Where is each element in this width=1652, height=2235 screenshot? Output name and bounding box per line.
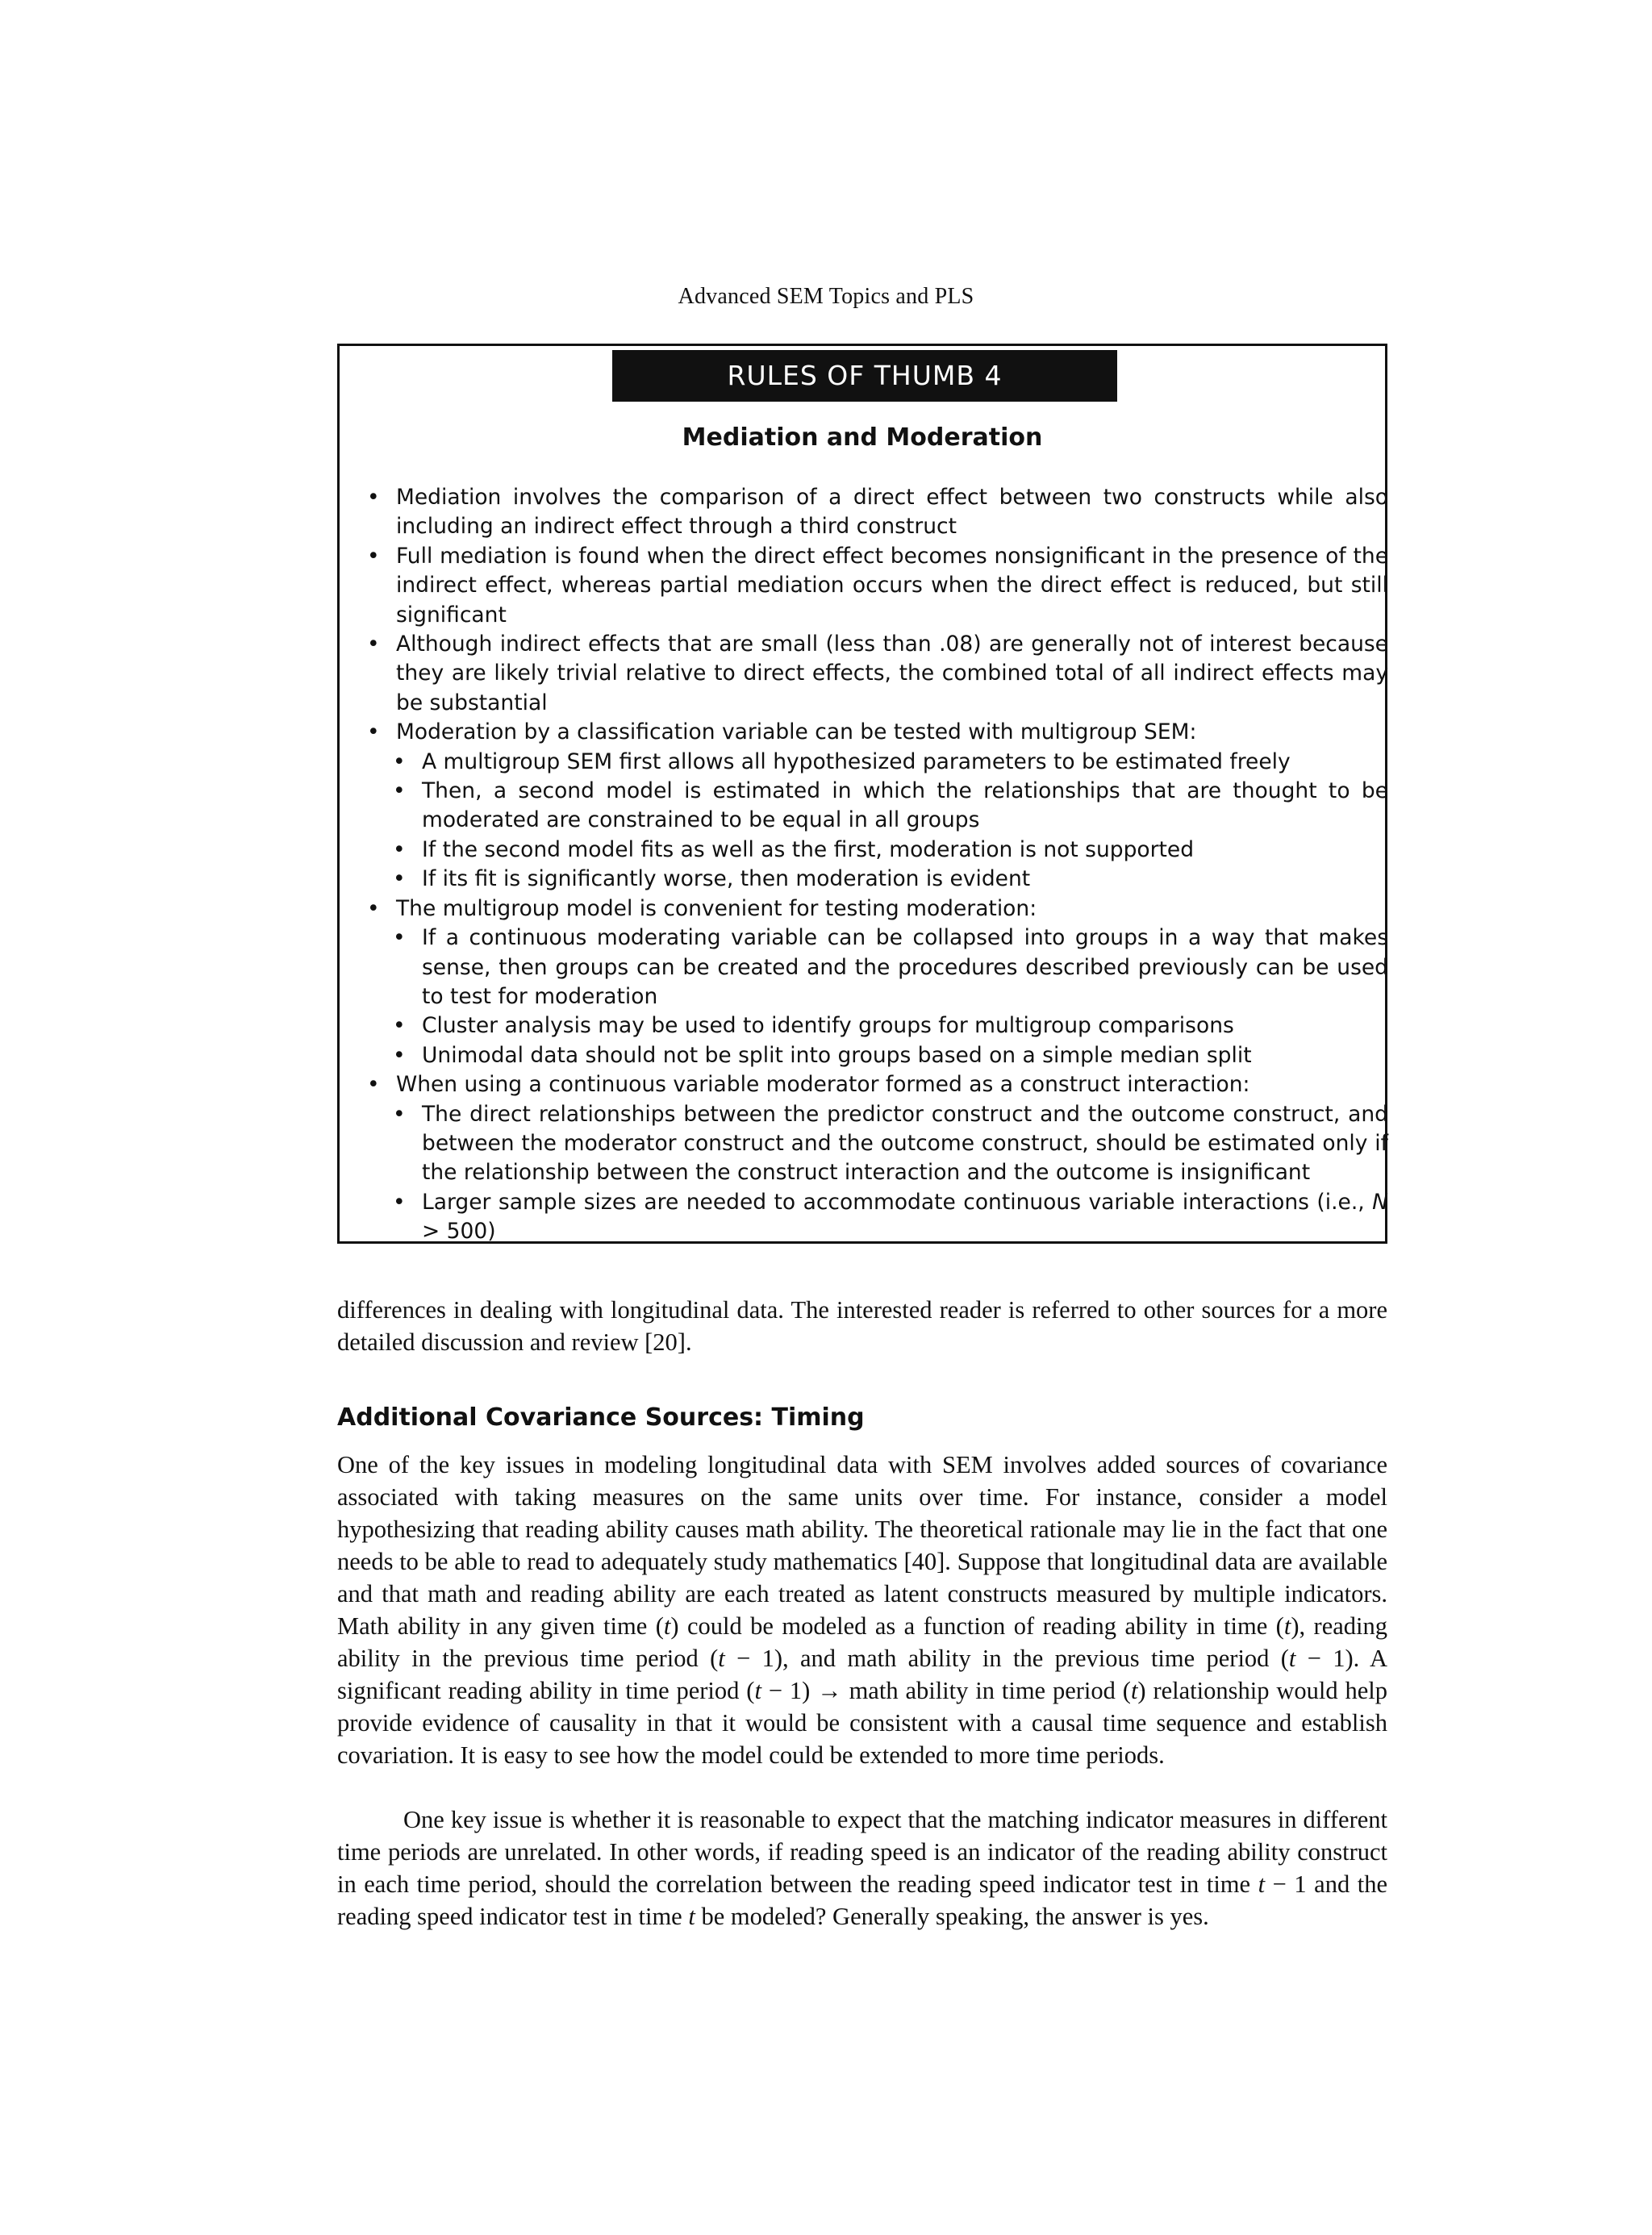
rule-item: • Full mediation is found when the direct effect becomes nonsignificant in the presence of the indirect effect, whereas partial mediation occurs when the direct effect is reduced, but still significant: [356, 542, 1388, 630]
rule-item: • When using a continuous variable moderator formed as a construct interaction:: [356, 1070, 1388, 1099]
rule-subitem: • If a continuous moderating variable can be collapsed into groups in a way that makes sense, then groups can be created and the procedures described previously can be used to test for moderation: [356, 924, 1388, 1011]
rule-subitem: • The direct relationships between the predictor construct and the outcome construct, and between the moderator construct and the outcome construct, should be estimated only if the relationship between the construct interaction and the outcome is insignificant: [356, 1100, 1388, 1188]
rule-item: • The multigroup model is convenient for testing moderation:: [356, 894, 1388, 924]
rule-subitem: • If the second model fits as well as the first, moderation is not supported: [356, 836, 1388, 865]
rule-subitem: • If its fit is significantly worse, then moderation is evident: [356, 865, 1388, 894]
rule-item: • Although indirect effects that are small (less than .08) are generally not of interest because they are likely trivial relative to direct effects, the combined total of all indirect effects may be substantial: [356, 630, 1388, 718]
box-banner: RULES OF THUMB 4: [612, 350, 1117, 402]
rule-subitem: • Unimodal data should not be split into groups based on a simple median split: [356, 1041, 1388, 1070]
rules-of-thumb-box: [337, 344, 1387, 1244]
rule-item: • Mediation involves the comparison of a direct effect between two constructs while also including an indirect effect through a third construct: [356, 483, 1388, 542]
rule-item: • Moderation by a classification variable can be tested with multigroup SEM:: [356, 718, 1388, 747]
paragraph-timing: One of the key issues in modeling longitudinal data with SEM involves added sources of covariance associated with taking measures on the same units over time. For instance, consider a model hypothesizing that reading ability causes math ability. The theoretical rationale may lie in the fact that one needs to be able to read to adequately study mathematics [40]. Suppose that longitudinal data are available and that math and reading ability are each treated as latent constructs measured by multiple indicators. Math ability in any given time (t) could be modeled as a function of reading ability in time (t), reading ability in the previous time period (t − 1), and math ability in the previous time period (t − 1). A significant reading ability in time period (t − 1) → math ability in time period (t) relationship would help provide evidence of causality in that it would be consistent with a causal time sequence and establish covariation. It is easy to see how the model could be extended to more time periods.: [337, 1451, 1388, 1769]
section-heading: Additional Covariance Sources: Timing: [337, 1403, 865, 1432]
paragraph-key-issue: One key issue is whether it is reasonable to expect that the matching indicator measures in different time periods are unrelated. In other words, if reading speed is an indicator of the reading ability construct in each time period, should the correlation between the reading speed indicator test in time t − 1 and the reading speed indicator test in time t be modeled? Generally speaking, the answer is yes.: [337, 1806, 1388, 1930]
running-head: Advanced SEM Topics and PLS: [678, 284, 974, 309]
box-subtitle: Mediation and Moderation: [682, 423, 1043, 452]
rule-subitem: • Cluster analysis may be used to identify groups for multigroup comparisons: [356, 1011, 1388, 1040]
rule-subitem: • Larger sample sizes are needed to accommodate continuous variable interactions (i.e., N > 500): [356, 1188, 1388, 1247]
paragraph-continuation: differences in dealing with longitudinal data. The interested reader is referred to other sources for a more detailed discussion and review [20].: [337, 1296, 1387, 1356]
rule-subitem: • A multigroup SEM first allows all hypothesized parameters to be estimated freely: [356, 748, 1388, 777]
rule-subitem: • Then, a second model is estimated in which the relationships that are thought to be moderated are constrained to be equal in all groups: [356, 777, 1388, 836]
rules-list: [356, 483, 1388, 1247]
